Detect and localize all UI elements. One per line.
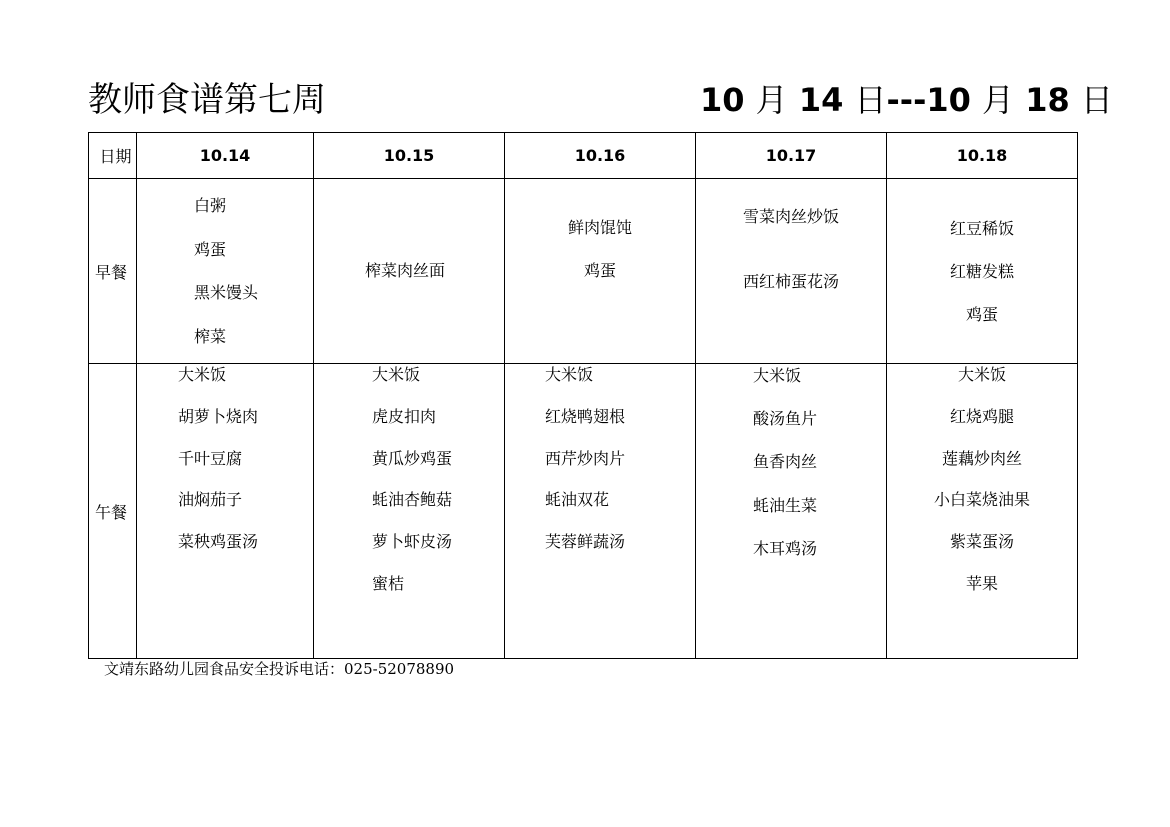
month-char-2: 月 [982, 81, 1015, 119]
date-cell: 10.17 [696, 133, 887, 179]
menu-item: 大米饭 [545, 365, 594, 384]
breakfast-cell [505, 179, 696, 364]
menu-item: 鲜肉馄饨 [567, 218, 632, 237]
start-day: 14 [798, 81, 844, 119]
menu-item: 苹果 [965, 573, 998, 593]
menu-item: 榨菜肉丝面 [365, 261, 446, 280]
menu-item: 大米饭 [178, 365, 227, 384]
lunch-list-day2 [314, 354, 504, 605]
page-title: 教师食谱第七周 [88, 80, 326, 120]
menu-item: 紫菜蛋汤 [949, 532, 1014, 552]
breakfast-cell [696, 179, 887, 364]
lunch-list-day3 [505, 354, 695, 563]
date-cell: 10.14 [137, 133, 314, 179]
menu-item: 大米饭 [372, 365, 421, 384]
header-row [89, 133, 1078, 179]
menu-item: 鱼香肉丝 [753, 452, 818, 472]
breakfast-list-day1 [137, 184, 313, 358]
date-cell: 10.18 [887, 133, 1078, 179]
menu-item: 酸汤鱼片 [753, 409, 818, 429]
menu-item: 千叶豆腐 [178, 448, 243, 468]
breakfast-label-cell: 早餐 [89, 179, 137, 364]
menu-table [88, 132, 1078, 659]
menu-item: 红糖发糕 [949, 261, 1014, 281]
menu-item: 红烧鸭翅根 [545, 406, 626, 426]
menu-item: 黄瓜炒鸡蛋 [372, 448, 453, 468]
menu-item: 鸡蛋 [583, 261, 616, 280]
breakfast-cell [314, 179, 505, 364]
menu-item: 虎皮扣肉 [372, 406, 437, 426]
end-month: 10 [926, 81, 971, 119]
menu-item: 胡萝卜烧肉 [178, 406, 259, 426]
start-month: 10 [700, 81, 745, 119]
breakfast-cell [137, 179, 314, 364]
breakfast-row [89, 179, 1078, 364]
menu-item: 蜜桔 [372, 573, 405, 593]
menu-item: 莲藕炒肉丝 [941, 448, 1022, 468]
day-char-1: 日 [854, 81, 887, 119]
date-cell: 10.15 [314, 133, 505, 179]
menu-item: 榨菜 [194, 326, 227, 346]
date-cell: 10.16 [505, 133, 696, 179]
complaint-hotline: 文靖东路幼儿园食品安全投诉电话：025-52078890 [104, 660, 455, 678]
menu-item: 黑米馒头 [194, 283, 259, 302]
menu-item: 鸡蛋 [194, 239, 227, 259]
menu-item: 木耳鸡汤 [753, 538, 818, 558]
menu-item: 菜秧鸡蛋汤 [178, 532, 259, 552]
menu-item: 蚝油杏鲍菇 [372, 490, 453, 510]
range-separator: --- [886, 81, 927, 119]
menu-item: 西芹炒肉片 [545, 448, 626, 468]
menu-item: 大米饭 [957, 365, 1006, 384]
lunch-cell [137, 364, 314, 659]
menu-item: 蚝油生菜 [753, 495, 818, 515]
lunch-cell [505, 364, 696, 659]
lunch-cell [887, 364, 1078, 659]
lunch-cell [696, 364, 887, 659]
breakfast-list-day5 [887, 207, 1077, 336]
menu-item: 鸡蛋 [965, 304, 998, 324]
day-char-2: 日 [1080, 81, 1113, 119]
menu-item: 油焖茄子 [178, 490, 243, 510]
date-label-cell: 日期 [89, 133, 137, 179]
end-day: 18 [1025, 81, 1070, 119]
date-range [700, 78, 1113, 122]
menu-item: 芙蓉鲜蔬汤 [545, 532, 626, 552]
breakfast-cell [887, 179, 1078, 364]
menu-item: 白粥 [194, 196, 227, 215]
month-char-1: 月 [755, 81, 788, 119]
lunch-list-day5 [887, 354, 1077, 605]
lunch-cell [314, 364, 505, 659]
menu-item: 西红柿蛋花汤 [742, 272, 839, 291]
breakfast-list-day3 [505, 206, 695, 292]
lunch-row [89, 364, 1078, 659]
breakfast-list-day2 [314, 260, 504, 282]
menu-item: 雪菜肉丝炒饭 [742, 207, 839, 226]
menu-item: 小白菜烧油果 [933, 490, 1030, 510]
menu-item: 红烧鸡腿 [949, 406, 1014, 426]
menu-item: 蚝油双花 [545, 490, 610, 510]
menu-item: 大米饭 [753, 366, 802, 385]
menu-item: 红豆稀饭 [949, 218, 1014, 238]
menu-item: 萝卜虾皮汤 [372, 532, 453, 552]
lunch-list-day4 [696, 354, 886, 570]
breakfast-list-day4 [696, 184, 886, 314]
lunch-list-day1 [137, 354, 313, 563]
lunch-label-cell: 午餐 [89, 364, 137, 659]
